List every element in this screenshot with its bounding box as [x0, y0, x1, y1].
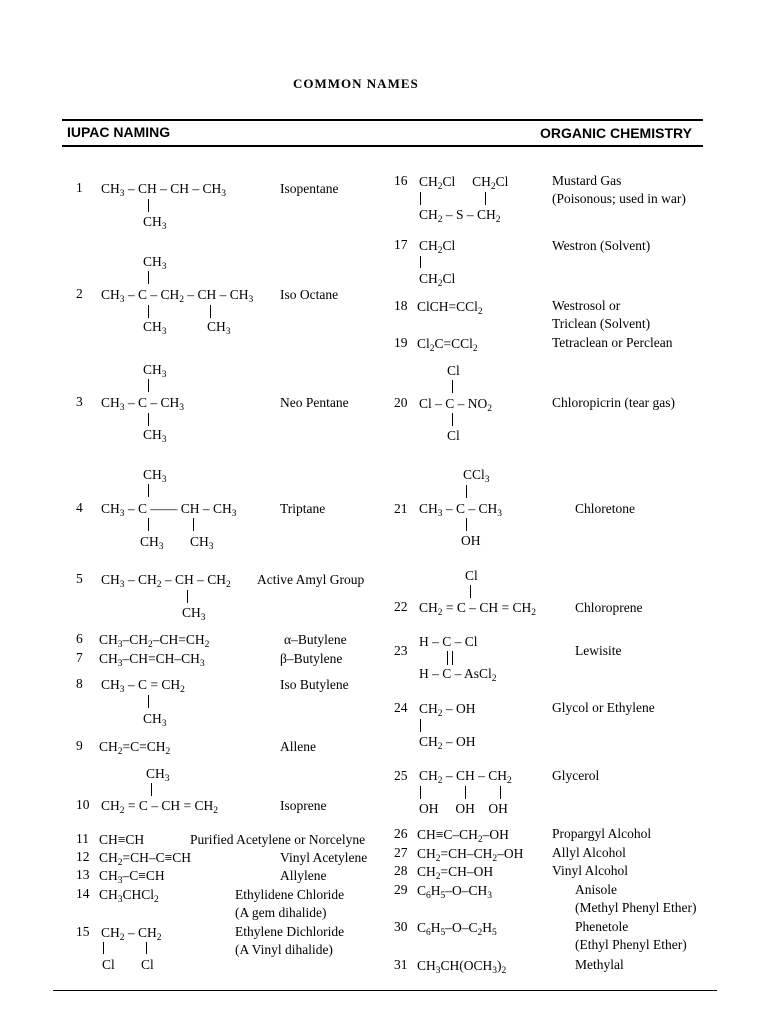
entry-number: 12	[76, 849, 90, 864]
compound-name: Lewisite	[575, 643, 622, 658]
entry-number: 11	[76, 831, 89, 846]
entry-number: 1	[76, 180, 83, 195]
compound-name: Ethylene Dichloride	[235, 924, 345, 939]
compound-name: Iso Butylene	[280, 677, 349, 692]
formula-29: $C_6H_5-O-CH_3$	[417, 883, 493, 901]
formula-15: $CH_2 - CH_2$	[101, 925, 162, 943]
compound-name: Mustard Gas	[552, 173, 622, 188]
formula-4: $CH_3$ – C —— CH – $CH_3$	[101, 501, 237, 519]
formula-9: $CH_2=C=CH_2$	[99, 739, 171, 757]
entry-number: 30	[394, 919, 408, 934]
formula-2: $CH_3$ – C – $CH_2$ – CH – $CH_3$	[101, 287, 254, 305]
substituent: Cl	[465, 568, 478, 583]
bond	[420, 786, 421, 799]
compound-name: Allene	[280, 739, 316, 754]
formula-1: $CH_3$ – CH – CH – $CH_3$	[101, 181, 227, 199]
formula-13: $CH_3-C\equiv CH$	[99, 868, 165, 886]
substituent: $CH_3$	[140, 534, 164, 552]
bond	[500, 786, 501, 799]
compound-name: Methylal	[575, 957, 624, 972]
substituent: $CH_3$	[143, 427, 167, 445]
compound-name: Vinyl Acetylene	[280, 850, 368, 865]
bond	[466, 518, 467, 531]
bond	[151, 783, 152, 796]
substituent: $CH_3$	[143, 362, 167, 380]
substituent: $CH_3$	[207, 319, 231, 337]
bond	[466, 485, 467, 498]
formula-30: $C_6H_5-O-C_2H_5$	[417, 920, 497, 938]
compound-name: Propargyl Alcohol	[552, 826, 652, 841]
compound-name: Tetraclean or Perclean	[552, 335, 673, 350]
entry-number: 28	[394, 863, 408, 878]
entry-number: 22	[394, 599, 408, 614]
substituent: Cl	[102, 957, 115, 972]
entry-number: 24	[394, 700, 408, 715]
compound-name: Glycerol	[552, 768, 600, 783]
bond	[470, 585, 471, 598]
bond	[103, 942, 104, 954]
formula-19: $Cl_2C=CCl_2$	[417, 336, 478, 354]
formula-24-line2: $CH_2$ – OH	[419, 734, 476, 752]
compound-name: Westrosol or	[552, 298, 621, 313]
compound-name: Iso Octane	[280, 287, 339, 302]
bond	[148, 413, 149, 426]
substituent: $CH_3$	[143, 711, 167, 729]
entry-number: 26	[394, 826, 408, 841]
entry-number: 8	[76, 676, 83, 691]
formula-3: $CH_3$ – C – $CH_3$	[101, 395, 185, 413]
formula-31: $CH_3CH(OCH_3)_2$	[417, 958, 507, 976]
formula-20: Cl – C – $NO_2$	[419, 396, 493, 414]
substituent: $CH_3$	[143, 214, 167, 232]
formula-22: $CH_2 = C$ – CH = $CH_2$	[419, 600, 537, 618]
compound-name: Isopentane	[280, 181, 339, 196]
compound-name: Isoprene	[280, 798, 327, 813]
bond	[420, 719, 421, 732]
compound-name: Chloroprene	[575, 600, 643, 615]
compound-name: Vinyl Alcohol	[552, 863, 629, 878]
substituent: $CH_3$	[190, 534, 214, 552]
entry-number: 31	[394, 957, 408, 972]
entry-number: 13	[76, 867, 90, 882]
compound-note: (A Vinyl dihalide)	[235, 942, 333, 957]
compound-name: Westron (Solvent)	[552, 238, 651, 253]
bond	[148, 695, 149, 708]
compound-name: β–Butylene	[280, 651, 343, 666]
entry-number: 19	[394, 335, 408, 350]
compound-name: Phenetole	[575, 919, 629, 934]
header-top-rule	[62, 119, 703, 121]
entry-number: 17	[394, 237, 408, 252]
bond	[148, 518, 149, 531]
compound-note: Triclean (Solvent)	[552, 316, 651, 331]
entry-number: 20	[394, 395, 408, 410]
header-right: ORGANIC CHEMISTRY	[540, 125, 692, 141]
entry-number: 14	[76, 886, 90, 901]
bond	[485, 192, 486, 205]
bond	[452, 380, 453, 393]
bond	[420, 192, 421, 205]
compound-name: Triptane	[280, 501, 326, 516]
formula-17: $CH_2Cl$	[419, 238, 456, 256]
formula-17-line2: $CH_2Cl$	[419, 271, 456, 289]
formula-16-line2: $CH_2$ – S – $CH_2$	[419, 207, 501, 225]
compound-name: Neo Pentane	[280, 395, 349, 410]
compound-note: (Poisonous; used in war)	[552, 191, 686, 206]
substituent: CCl$_3$	[463, 467, 490, 485]
formula-16: $CH_2Cl$ $CH_2Cl$	[419, 174, 509, 192]
bond	[193, 518, 194, 531]
entry-number: 25	[394, 768, 408, 783]
entry-number: 7	[76, 650, 83, 665]
formula-11: CH≡CH	[99, 832, 145, 847]
compound-name: Chloretone	[575, 501, 635, 516]
substituent: OH	[461, 533, 481, 548]
entry-number: 6	[76, 631, 83, 646]
substituent: Cl	[141, 957, 154, 972]
compound-name: Active Amyl Group	[257, 572, 365, 587]
formula-18: ClCH=CCl$_2$	[417, 299, 483, 317]
compound-name: Ethylidene Chloride	[235, 887, 345, 902]
substituent: $CH_3$	[182, 605, 206, 623]
formula-23: H – C – Cl	[419, 634, 478, 649]
compound-name: Chloropicrin (tear gas)	[552, 395, 675, 410]
entry-number: 2	[76, 286, 83, 301]
entry-number: 10	[76, 797, 90, 812]
formula-14: $CH_3CHCl_2$	[99, 887, 159, 905]
formula-25-line2: OH OH OH	[419, 801, 508, 816]
bond	[148, 484, 149, 497]
header-left: IUPAC NAMING	[67, 124, 171, 140]
substituent: $CH_3$	[143, 254, 167, 272]
formula-6: $CH_3-CH_2-CH=CH_2$	[99, 632, 210, 650]
compound-name: Purified Acetylene or Norcelyne	[190, 832, 366, 847]
compound-note: (Methyl Phenyl Ether)	[575, 900, 697, 915]
header-bottom-rule	[62, 145, 703, 147]
formula-21: $CH_3$ – C – $CH_3$	[419, 501, 503, 519]
formula-27: $CH_2=CH-CH_2-OH$	[417, 846, 524, 864]
bond	[148, 379, 149, 392]
substituent: $CH_3$	[143, 319, 167, 337]
entry-number: 18	[394, 298, 408, 313]
footer-rule	[53, 990, 717, 991]
formula-12: $CH_2=CH-C\equiv CH$	[99, 850, 192, 868]
compound-name: Allylene	[280, 868, 327, 883]
entry-number: 23	[394, 643, 408, 658]
formula-26: $CH\equiv C-CH_2-OH$	[417, 827, 509, 845]
entry-number: 16	[394, 173, 408, 188]
bond	[187, 590, 188, 603]
compound-name: α–Butylene	[284, 632, 347, 647]
entry-number: 27	[394, 845, 408, 860]
compound-name: Glycol or Ethylene	[552, 700, 655, 715]
formula-25: $CH_2$ – CH – $CH_2$	[419, 768, 512, 786]
bond	[420, 256, 421, 268]
formula-28: $CH_2=CH-OH$	[417, 864, 494, 882]
formula-10: $CH_2 = C$ – CH = $CH_2$	[101, 798, 219, 816]
entry-number: 15	[76, 924, 90, 939]
bond	[148, 305, 149, 318]
entry-number: 29	[394, 882, 408, 897]
bond	[210, 305, 211, 318]
bond	[452, 413, 453, 426]
substituent: Cl	[447, 363, 460, 378]
bond	[148, 271, 149, 284]
compound-note: (A gem dihalide)	[235, 905, 327, 920]
formula-8: $CH_3 - C = CH_2$	[101, 677, 185, 695]
bond	[148, 199, 149, 212]
entry-number: 9	[76, 738, 83, 753]
entry-number: 21	[394, 501, 408, 516]
formula-5: $CH_3 - CH_2$ – CH – $CH_2$	[101, 572, 231, 590]
entry-number: 5	[76, 571, 83, 586]
compound-name: Anisole	[575, 882, 617, 897]
substituent: $CH_3$	[146, 766, 170, 784]
entry-number: 3	[76, 394, 83, 409]
substituent: $CH_3$	[143, 467, 167, 485]
substituent: Cl	[447, 428, 460, 443]
page-title: COMMON NAMES	[293, 76, 419, 91]
bond	[465, 786, 466, 799]
compound-name: Allyl Alcohol	[552, 845, 626, 860]
compound-note: (Ethyl Phenyl Ether)	[575, 937, 687, 952]
formula-24: $CH_2$ – OH	[419, 701, 476, 719]
entry-number: 4	[76, 500, 83, 515]
formula-7: $CH_3-CH=CH-CH_3$	[99, 651, 205, 669]
double-bond	[447, 651, 453, 665]
bond	[146, 942, 147, 954]
formula-23-line2: H – C – AsCl$_2$	[419, 666, 497, 684]
